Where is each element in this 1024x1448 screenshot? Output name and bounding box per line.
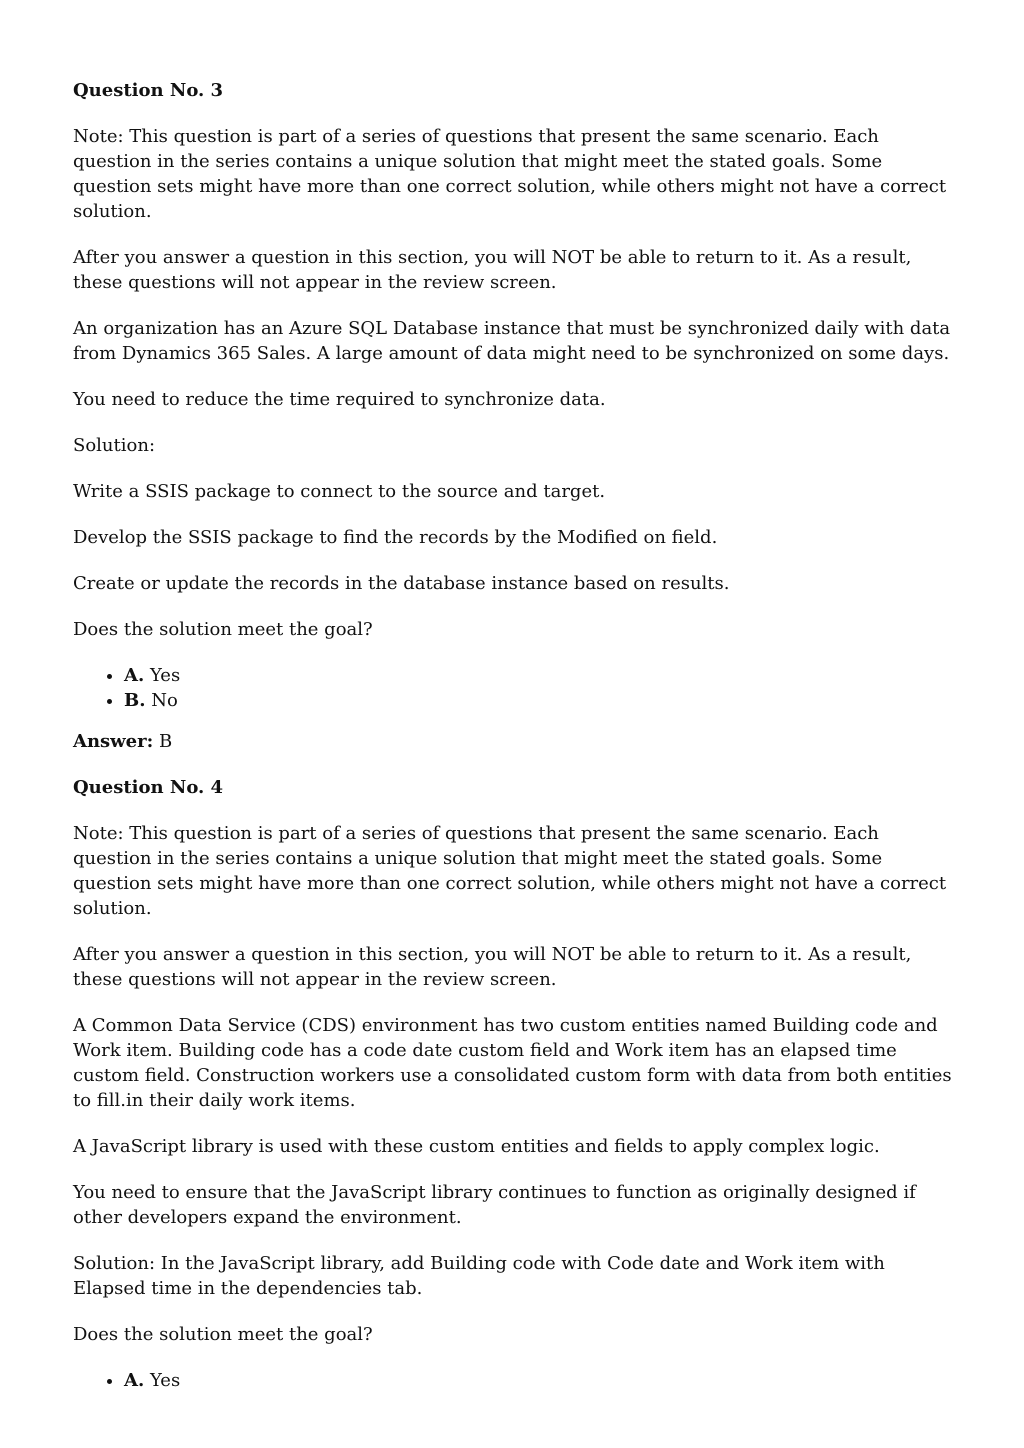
option-letter: B. bbox=[124, 690, 146, 711]
question-paragraph: After you answer a question in this section, you will NOT be able to return to it. As a result, these questions will not appear in the review screen. bbox=[73, 247, 912, 293]
question-paragraph: Does the solution meet the goal? bbox=[73, 619, 373, 640]
answer-value: B bbox=[159, 731, 173, 752]
question-paragraph: Note: This question is part of a series of questions that present the same scenario. Each question in the series contains a unique solution that might meet the stated goals. Some question sets might have more than one correct solution, while others might not have a correct solution. bbox=[73, 126, 947, 222]
question-paragraph: Solution: bbox=[73, 435, 156, 456]
question-paragraph: Create or update the records in the database instance based on results. bbox=[73, 573, 730, 594]
option-text: Yes bbox=[149, 1370, 181, 1391]
answer-options bbox=[73, 1368, 953, 1393]
question-paragraph: Develop the SSIS package to find the records by the Modified on field. bbox=[73, 527, 718, 548]
question-paragraph: After you answer a question in this section, you will NOT be able to return to it. As a result, these questions will not appear in the review screen. bbox=[73, 944, 912, 990]
question-3 bbox=[73, 78, 953, 754]
option-text: No bbox=[151, 690, 178, 711]
question-paragraph: Does the solution meet the goal? bbox=[73, 1324, 373, 1345]
question-paragraph: You need to reduce the time required to synchronize data. bbox=[73, 389, 606, 410]
question-heading: Question No. 4 bbox=[73, 777, 224, 798]
answer-label: Answer: bbox=[73, 731, 154, 752]
question-paragraph: Solution: In the JavaScript library, add Building code with Code date and Work item with Elapsed time in the dependencies tab. bbox=[73, 1253, 885, 1299]
question-paragraph: An organization has an Azure SQL Database instance that must be synchronized daily with data from Dynamics 365 Sales. A large amount of data might need to be synchronized on some days. bbox=[73, 318, 951, 364]
document-page bbox=[73, 78, 953, 1409]
question-4 bbox=[73, 775, 953, 1393]
option-letter: A. bbox=[124, 1370, 145, 1391]
question-paragraph: Write a SSIS package to connect to the source and target. bbox=[73, 481, 606, 502]
option-item bbox=[124, 688, 953, 713]
question-paragraph: Note: This question is part of a series of questions that present the same scenario. Each question in the series contains a unique solution that might meet the stated goals. Some question sets might have more than one correct solution, while others might not have a correct solution. bbox=[73, 823, 947, 919]
option-item bbox=[124, 1368, 953, 1393]
option-letter: A. bbox=[124, 665, 145, 686]
option-text: Yes bbox=[149, 665, 181, 686]
question-paragraph: You need to ensure that the JavaScript library continues to function as originally designed if other developers expand the environment. bbox=[73, 1182, 916, 1228]
option-item bbox=[124, 663, 953, 688]
question-heading: Question No. 3 bbox=[73, 80, 224, 101]
answer-options bbox=[73, 663, 953, 713]
question-paragraph: A JavaScript library is used with these custom entities and fields to apply complex logic. bbox=[73, 1136, 880, 1157]
question-paragraph: A Common Data Service (CDS) environment has two custom entities named Building code and Work item. Building code has a code date custom field and Work item has an elapsed time custom field. Construction workers use a consolidated custom form with data from both entities to fill.in their daily work items. bbox=[73, 1015, 952, 1111]
answer-line bbox=[73, 729, 953, 754]
